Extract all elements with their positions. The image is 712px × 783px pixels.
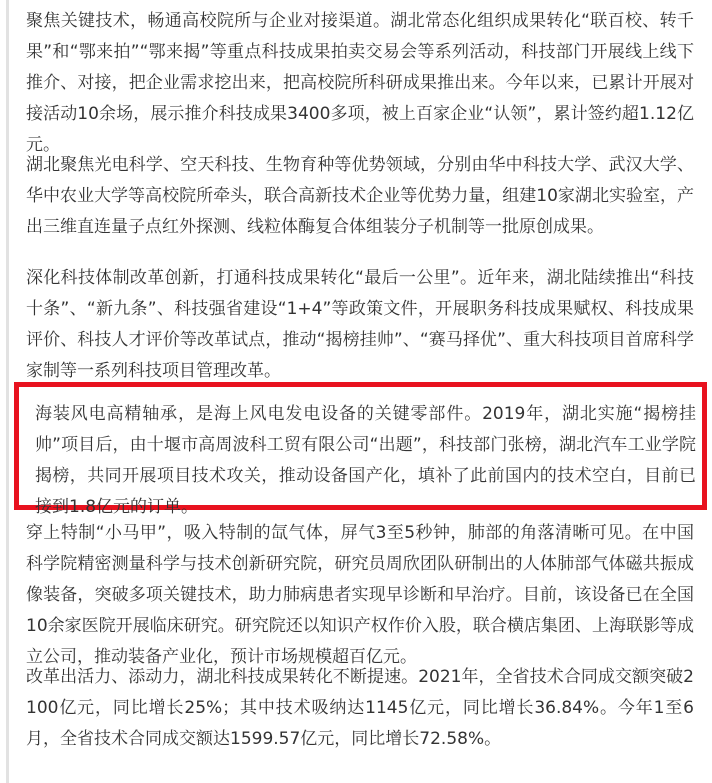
paragraph-tech-matching: 聚焦关键技术，畅通高校院所与企业对接渠道。湖北常态化组织成果转化“联百校、转千果”和“鄂来拍”“鄂来揭”等重点科技成果拍卖交易会等系列活动，科技部门开展线上线下推介、对接，把企业需求挖出来，把高校院所科研成果推出来。今年以来，已累计开展对接活动10余场，展示推介科技成果3400多项，被上百家企业“认领”，累计签约超1.12亿元。 bbox=[26, 11, 694, 155]
paragraph-lung-imaging: 穿上特制“小马甲”，吸入特制的氙气体，屏气3至5秒钟，肺部的角落清晰可见。在中国科学院精密测量科学与技术创新研究院，研究员周欣团队研制出的人体肺部气体磁共振成像装备，突破多项关键技术，助力肺病患者实现早诊断和早治疗。目前，该设备已在全国10余家医院开展临床研究。研究院还以知识产权作价入股，联合横店集团、上海联影等成立公司，推动装备产业化，预计市场规模超百亿元。 bbox=[26, 523, 694, 667]
quote-rail bbox=[6, 0, 9, 783]
paragraph-wind-bearing: 海装风电高精轴承，是海上风电发电设备的关键零部件。2019年，湖北实施“揭榜挂帅”项目后，由十堰市高周波科工贸有限公司“出题”，科技部门张榜，湖北汽车工业学院揭榜，共同开展项目技术攻关，推动设备国产化，填补了此前国内的技术空白，目前已接到1.8亿元的订单。 bbox=[35, 404, 696, 517]
paragraph-hubei-labs: 湖北聚焦光电科学、空天科技、生物育种等优势领域，分别由华中科技大学、武汉大学、华中农业大学等高校院所牵头，联合高新技术企业等优势力量，组建10家湖北实验室，产出三维直连量子点红外探测、线粒体酶复合体组装分子机制等一批原创成果。 bbox=[26, 155, 694, 237]
paragraph-contract-stats: 改革出活力、添动力，湖北科技成果转化不断提速。2021年，全省技术合同成交额突破2100亿元，同比增长25%；其中技术吸纳达1145亿元，同比增长36.84%。今年1至6月，全省技术合同成交额达1599.57亿元，同比增长72.58%。 bbox=[26, 667, 694, 749]
highlight-box bbox=[14, 382, 707, 517]
paragraph-reform: 深化科技体制改革创新，打通科技成果转化“最后一公里”。近年来，湖北陆续推出“科技十条”、“新九条”、科技强省建设“1+4”等政策文件，开展职务科技成果赋权、科技成果评价、科技人才评价等改革试点，推动“揭榜挂帅”、“赛马择优”、重大科技项目首席科学家制等一系列科技项目管理改革。 bbox=[26, 268, 694, 381]
